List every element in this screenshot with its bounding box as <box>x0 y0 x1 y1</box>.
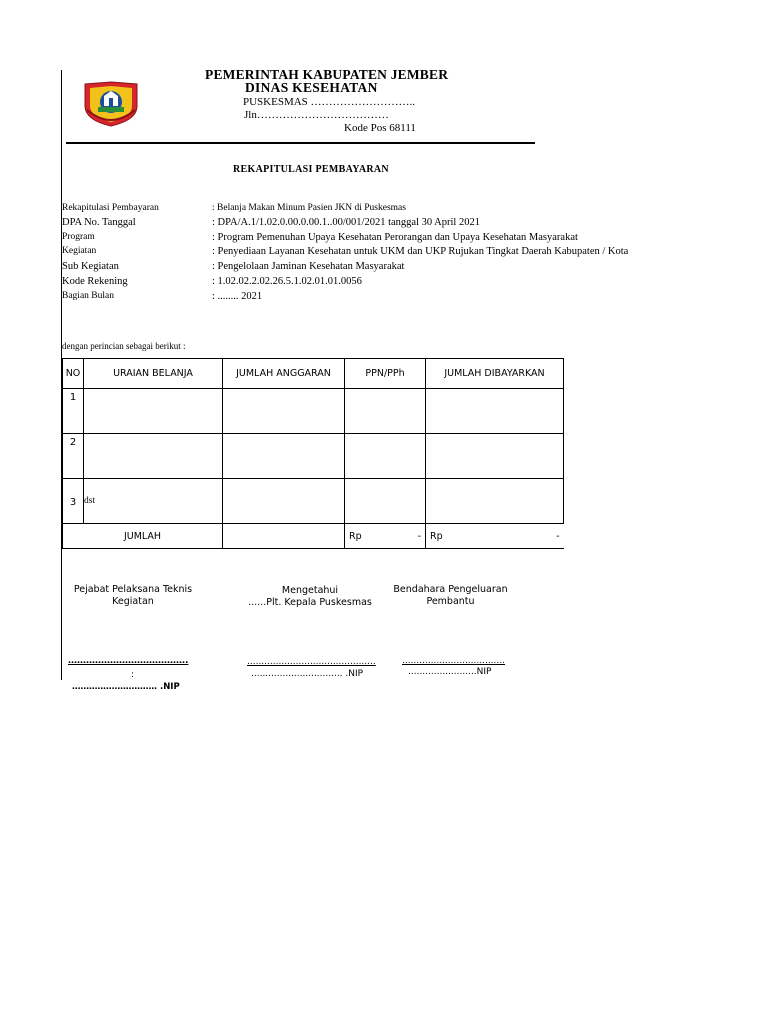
rp-label: Rp <box>349 530 362 542</box>
anggaran-cell <box>223 434 345 479</box>
anggaran-cell <box>223 479 345 524</box>
info-label: Program <box>62 232 95 242</box>
dibayarkan-cell <box>426 389 564 434</box>
signature-name-left: …………………………………. <box>68 656 189 666</box>
ppn-cell <box>345 434 426 479</box>
info-value: : Pengelolaan Jaminan Kesehatan Masyarakat <box>212 261 405 272</box>
intro-text: dengan perincian sebagai berikut : <box>62 341 186 351</box>
anggaran-cell <box>223 389 345 434</box>
signature-title: Pembantu <box>426 596 475 607</box>
info-label: Kegiatan <box>62 246 97 256</box>
column-header: PPN/PPh <box>345 359 426 389</box>
header-title: PEMERINTAH KABUPATEN JEMBER <box>205 67 449 82</box>
signature-nip-right: ........................NIP <box>408 667 492 677</box>
column-header: JUMLAH ANGGARAN <box>223 359 345 389</box>
header-subtitle: DINAS KESEHATAN <box>245 80 378 95</box>
header-puskesmas: PUSKESMAS ……………………….. <box>243 96 416 108</box>
signature-nip-middle: ................................ .NIP <box>251 669 364 679</box>
info-value: : Belanja Makan Minum Pasien JKN di Puskesmas <box>212 203 406 213</box>
row-number: 3 <box>63 479 84 524</box>
info-row <box>62 246 752 261</box>
signature-block-left <box>63 584 203 608</box>
row-number: 2 <box>63 434 84 479</box>
info-row <box>62 276 752 291</box>
total-dibayarkan-cell <box>426 524 564 549</box>
total-anggaran-cell <box>223 524 345 549</box>
signature-name-middle: ............................................. <box>247 657 376 667</box>
payment-table <box>62 358 564 549</box>
total-ppn-cell <box>345 524 426 549</box>
signature-name-right: .................................... <box>402 656 505 666</box>
info-row <box>62 261 752 276</box>
rp-label: Rp <box>430 530 443 542</box>
column-header: NO <box>63 359 84 389</box>
ppn-cell <box>345 479 426 524</box>
dash-value: - <box>417 530 421 542</box>
header-divider <box>66 142 535 144</box>
info-value: : ........ 2021 <box>212 291 263 302</box>
info-label: DPA No. Tanggal <box>62 217 136 228</box>
signature-title: Kegiatan <box>112 596 154 607</box>
uraian-cell: dst <box>84 479 223 524</box>
signature-title: ......Plt. Kepala Puskesmas <box>248 597 372 608</box>
uraian-cell <box>84 434 223 479</box>
info-value: : Penyediaan Layanan Kesehatan untuk UKM dan UKP Rujukan Tingkat Daerah Kabupaten / Kota <box>212 246 629 257</box>
signature-colon-left: : <box>131 670 135 680</box>
info-value: : 1.02.02.2.02.26.5.1.02.01.01.0056 <box>212 276 362 287</box>
info-value: : Program Pemenuhan Upaya Kesehatan Perorangan dan Upaya Kesehatan Masyarakat <box>212 232 578 243</box>
table-row <box>63 434 564 479</box>
signature-title: Pejabat Pelaksana Teknis <box>73 584 193 595</box>
header-address: Jln……………………………… <box>244 109 389 121</box>
info-label: Rekapitulasi Pembayaran <box>62 203 159 213</box>
info-row <box>62 232 752 247</box>
signature-block-right <box>383 584 518 608</box>
signature-title: Bendahara Pengeluaran <box>393 584 508 595</box>
dibayarkan-cell <box>426 479 564 524</box>
dash-value: - <box>556 530 560 542</box>
table-header-row <box>63 359 564 389</box>
signature-title: Mengetahui <box>281 585 339 596</box>
table-row <box>63 479 564 524</box>
dibayarkan-cell <box>426 434 564 479</box>
info-label: Bagian Bulan <box>62 291 114 301</box>
info-row <box>62 203 752 218</box>
info-label: Kode Rekening <box>62 276 128 287</box>
jember-regency-logo <box>82 80 140 128</box>
info-value: : DPA/A.1/1.02.0.00.0.00.1..00/001/2021 tanggal 30 April 2021 <box>212 217 480 228</box>
table-row <box>63 389 564 434</box>
info-label: Sub Kegiatan <box>62 261 119 272</box>
ppn-cell <box>345 389 426 434</box>
total-label: JUMLAH <box>63 524 223 549</box>
document-title: REKAPITULASI PEMBAYARAN <box>233 164 389 175</box>
header-postal-code: Kode Pos 68111 <box>344 122 416 134</box>
signature-nip-left: ………………………… .NIP <box>72 682 180 692</box>
uraian-cell <box>84 389 223 434</box>
total-row <box>63 524 564 549</box>
column-header: JUMLAH DIBAYARKAN <box>426 359 564 389</box>
column-header: URAIAN BELANJA <box>84 359 223 389</box>
info-row <box>62 217 752 232</box>
signature-block-middle <box>230 585 390 609</box>
info-row <box>62 291 752 306</box>
row-number: 1 <box>63 389 84 434</box>
